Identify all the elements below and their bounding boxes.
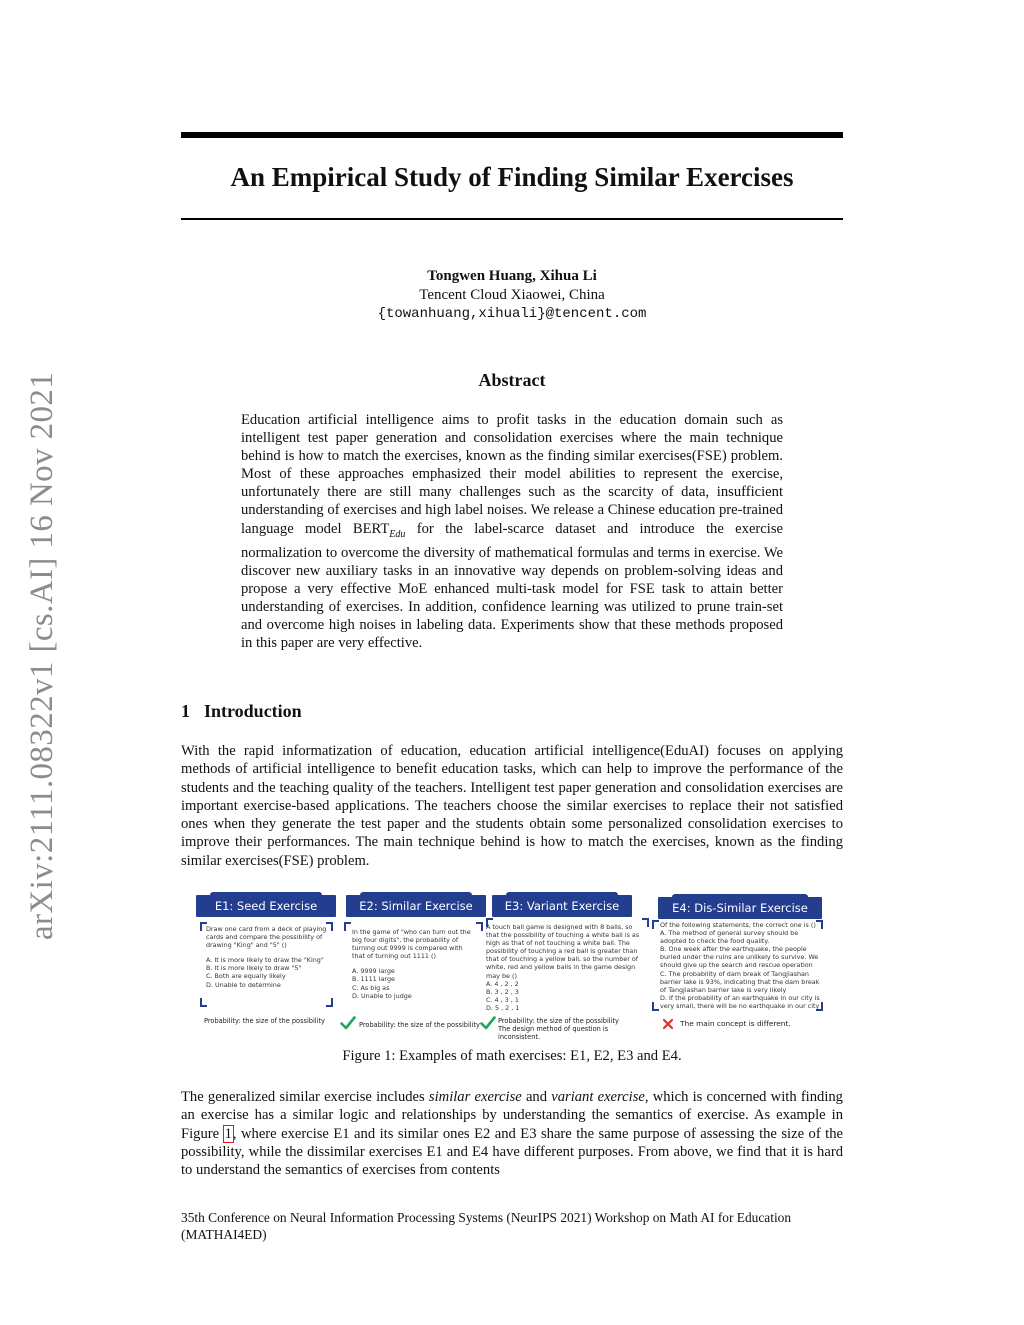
option-b: B. One week after the earthquake, the people buried under the ruins are unlikely to survive. We should give up the search and rescue operation [660, 945, 819, 970]
abstract-heading: Abstract [478, 370, 546, 390]
author-block [181, 267, 843, 324]
p2-text-a: The generalized similar exercise includes [181, 1089, 429, 1105]
paper-title: An Empirical Study of Finding Similar Exercises [230, 162, 794, 192]
arxiv-sidebar-stamp [24, 355, 64, 940]
option-a: A. The method of general survey should be adopted to check the food quality. [660, 929, 799, 946]
option-c: C. As big as [352, 983, 390, 992]
bracket-corner [652, 920, 659, 929]
check-icon [340, 1016, 356, 1030]
panel-tab-e4: E4: Dis-Similar Exercise [658, 897, 822, 919]
exercise-panel-e2 [346, 890, 496, 1040]
figure-reference-link[interactable]: 1 [224, 1125, 232, 1142]
exercise-options [660, 929, 820, 1010]
panel-body-e4 [660, 921, 820, 1010]
exercise-panel-e4 [658, 890, 828, 1040]
panel-tab-e2: E2: Similar Exercise [346, 895, 486, 917]
exercise-question: A touch ball game is designed with 8 balls, so that the possibility of touching a white ball is as high as that of not touching a white ball. The possibility of touching a red ball is greater than that of touching a yellow ball, so the number of white, red and yellow balls in the game design may be () [486, 923, 640, 980]
option-c: C. 4 , 3 , 1 [486, 995, 519, 1004]
verdict-line-2: The design method of question is inconsistent. [498, 1025, 609, 1041]
figure-1 [196, 890, 828, 1040]
option-b: B. It is more likely to draw "5" [206, 964, 302, 973]
exercise-options [352, 967, 476, 999]
panel-tab-e3: E3: Variant Exercise [492, 895, 632, 917]
exercise-options [206, 956, 332, 988]
option-c: C. The probability of dam break of Tangjiashan barrier lake is 93%, indicating that the dam break of Tangjiashan barrier lake is very likely [660, 969, 820, 994]
abstract-text-part2: for the label-scarce dataset and introduce the exercise normalization to overcome the diversity of mathematical formulas and terms in exercise. We discover new auxiliary tasks in an innovative way depends on problem-solving ideas and propose a very effective MoE enhanced multi-task model for FSE task to attain better understanding of exercises. In addition, confidence learning was utilized to prune train-set and overcome high noises in labeling data. Experiments show that these methods proposed in this paper are very effective. [241, 520, 783, 652]
title-bottom-rule [181, 218, 843, 220]
section-title: Introduction [204, 701, 302, 721]
conference-footnote: 35th Conference on Neural Information Processing Systems (NeurIPS 2021) Workshop on Math AI for Education (MATHAI4ED) [181, 1210, 792, 1242]
bracket-corner [652, 1002, 659, 1011]
option-d: D. 5 , 2 , 1 [486, 1003, 520, 1012]
p2-emphasis-variant: variant exercise [551, 1089, 645, 1105]
bracket-corner [476, 922, 483, 931]
figure-caption: Figure 1: Examples of math exercises: E1, E2, E3 and E4. [342, 1048, 682, 1064]
abstract-text-part1: Education artificial intelligence aims to profit tasks in the education domain such as intelligent test paper generation and consolidation exercises where the main technique behind is how to match the exercises, known as the finding similar exercises(FSE) problem. Most of these approaches emphasized their model abilities to represent the exercise, unfortunately there are still many challenges such as the scarcity of data, insufficient understanding of exercises and high label noises. We release a Chinese education pre-trained language model BERT [241, 412, 783, 537]
bracket-corner [200, 998, 207, 1007]
verdict-line-1: Probability: the size of the possibility [498, 1017, 619, 1025]
bracket-corner [326, 998, 333, 1007]
verdict-text-e4: The main concept is different. [680, 1019, 791, 1028]
bert-subscript: Edu [389, 528, 406, 540]
author-affiliation: Tencent Cloud Xiaowei, China [419, 287, 605, 303]
section-number: 1 [181, 701, 190, 721]
panel-body-e3 [486, 923, 642, 1012]
option-c: C. Both are equally likely [206, 972, 286, 981]
exercise-options [486, 980, 642, 1012]
option-a: A. 4 , 2 , 2 [486, 979, 519, 988]
option-d: D. If the probability of an earthquake in our city is very small, there will be no earthquake in our city [660, 993, 820, 1010]
exercise-question: Draw one card from a deck of playing cards and compare the possibility of drawing "King" and "5" () [206, 925, 327, 950]
exercise-panel-e3 [486, 890, 642, 1041]
option-d: D. Unable to judge [352, 991, 412, 1000]
p2-text-c: , which is concerned with finding an exercise has a similar logic and relationships by understanding the semantics of exercise. As example in Figure [181, 1089, 843, 1142]
option-a: A. It is more likely to draw the "King" [206, 956, 324, 965]
verdict-text-e1: Probability: the size of the possibility [204, 1017, 325, 1025]
option-b: B. 3 , 2 , 3 [486, 987, 519, 996]
option-a: A. 9999 large [352, 967, 395, 976]
title-top-rule [181, 132, 843, 138]
section-heading-introduction [181, 701, 302, 722]
arxiv-identifier: arXiv:2111.08322v1 [cs.AI] 16 Nov 2021 [24, 371, 60, 940]
author-email: {towanhuang,xihuali}@tencent.com [377, 306, 647, 322]
bracket-corner [344, 922, 351, 931]
p2-text-b: and [521, 1089, 552, 1105]
exercise-question: In the game of "who can turn out the big four digits", the probability of turning out 9999 is compared with that of turning out 1111 () [352, 928, 471, 961]
verdict-text-e2: Probability: the size of the possibility [359, 1021, 480, 1029]
panel-tab-e1: E1: Seed Exercise [196, 895, 336, 917]
p2-emphasis-similar: similar exercise [428, 1089, 522, 1105]
exercise-question: Of the following statements, the correct one is () [660, 921, 816, 929]
exercise-panel-e1 [196, 890, 346, 1040]
intro-paragraph-2 [181, 1088, 843, 1179]
panel-body-e1 [206, 925, 332, 989]
check-icon [480, 1016, 496, 1030]
verdict-text-e3 [498, 1017, 642, 1041]
intro-paragraph-1: With the rapid informatization of education, education artificial intelligence(EduAI) focuses on applying methods of artificial intelligence to benefit education tasks, which can help to improve the performance of the students and the teaching quality of the teachers. Intelligent test paper generation and consolidation exercises are important exercise-based applications. The teachers choose the similar exercises to replace their not satisfied ones when they generate the test paper and the students obtain some personalized consolidation exercises to improve their performances. The main technique behind is how to match the exercises, known as the finding similar exercises(FSE) problem. [181, 743, 843, 869]
cross-icon [662, 1018, 674, 1030]
author-names: Tongwen Huang, Xihua Li [427, 268, 597, 284]
abstract-text [241, 411, 783, 652]
option-b: B. 1111 large [352, 975, 395, 984]
option-d: D. Unable to determine [206, 980, 281, 989]
p2-text-d: , where exercise E1 and its similar ones E2 and E3 share the same purpose of assessing the size of the possibility, while the dissimilar exercises E1 and E4 have different purposes. From above, we find that it is hard to understand the semantics of exercises from contents [181, 1125, 843, 1179]
bracket-corner [642, 918, 649, 927]
panel-body-e2 [352, 928, 476, 1000]
